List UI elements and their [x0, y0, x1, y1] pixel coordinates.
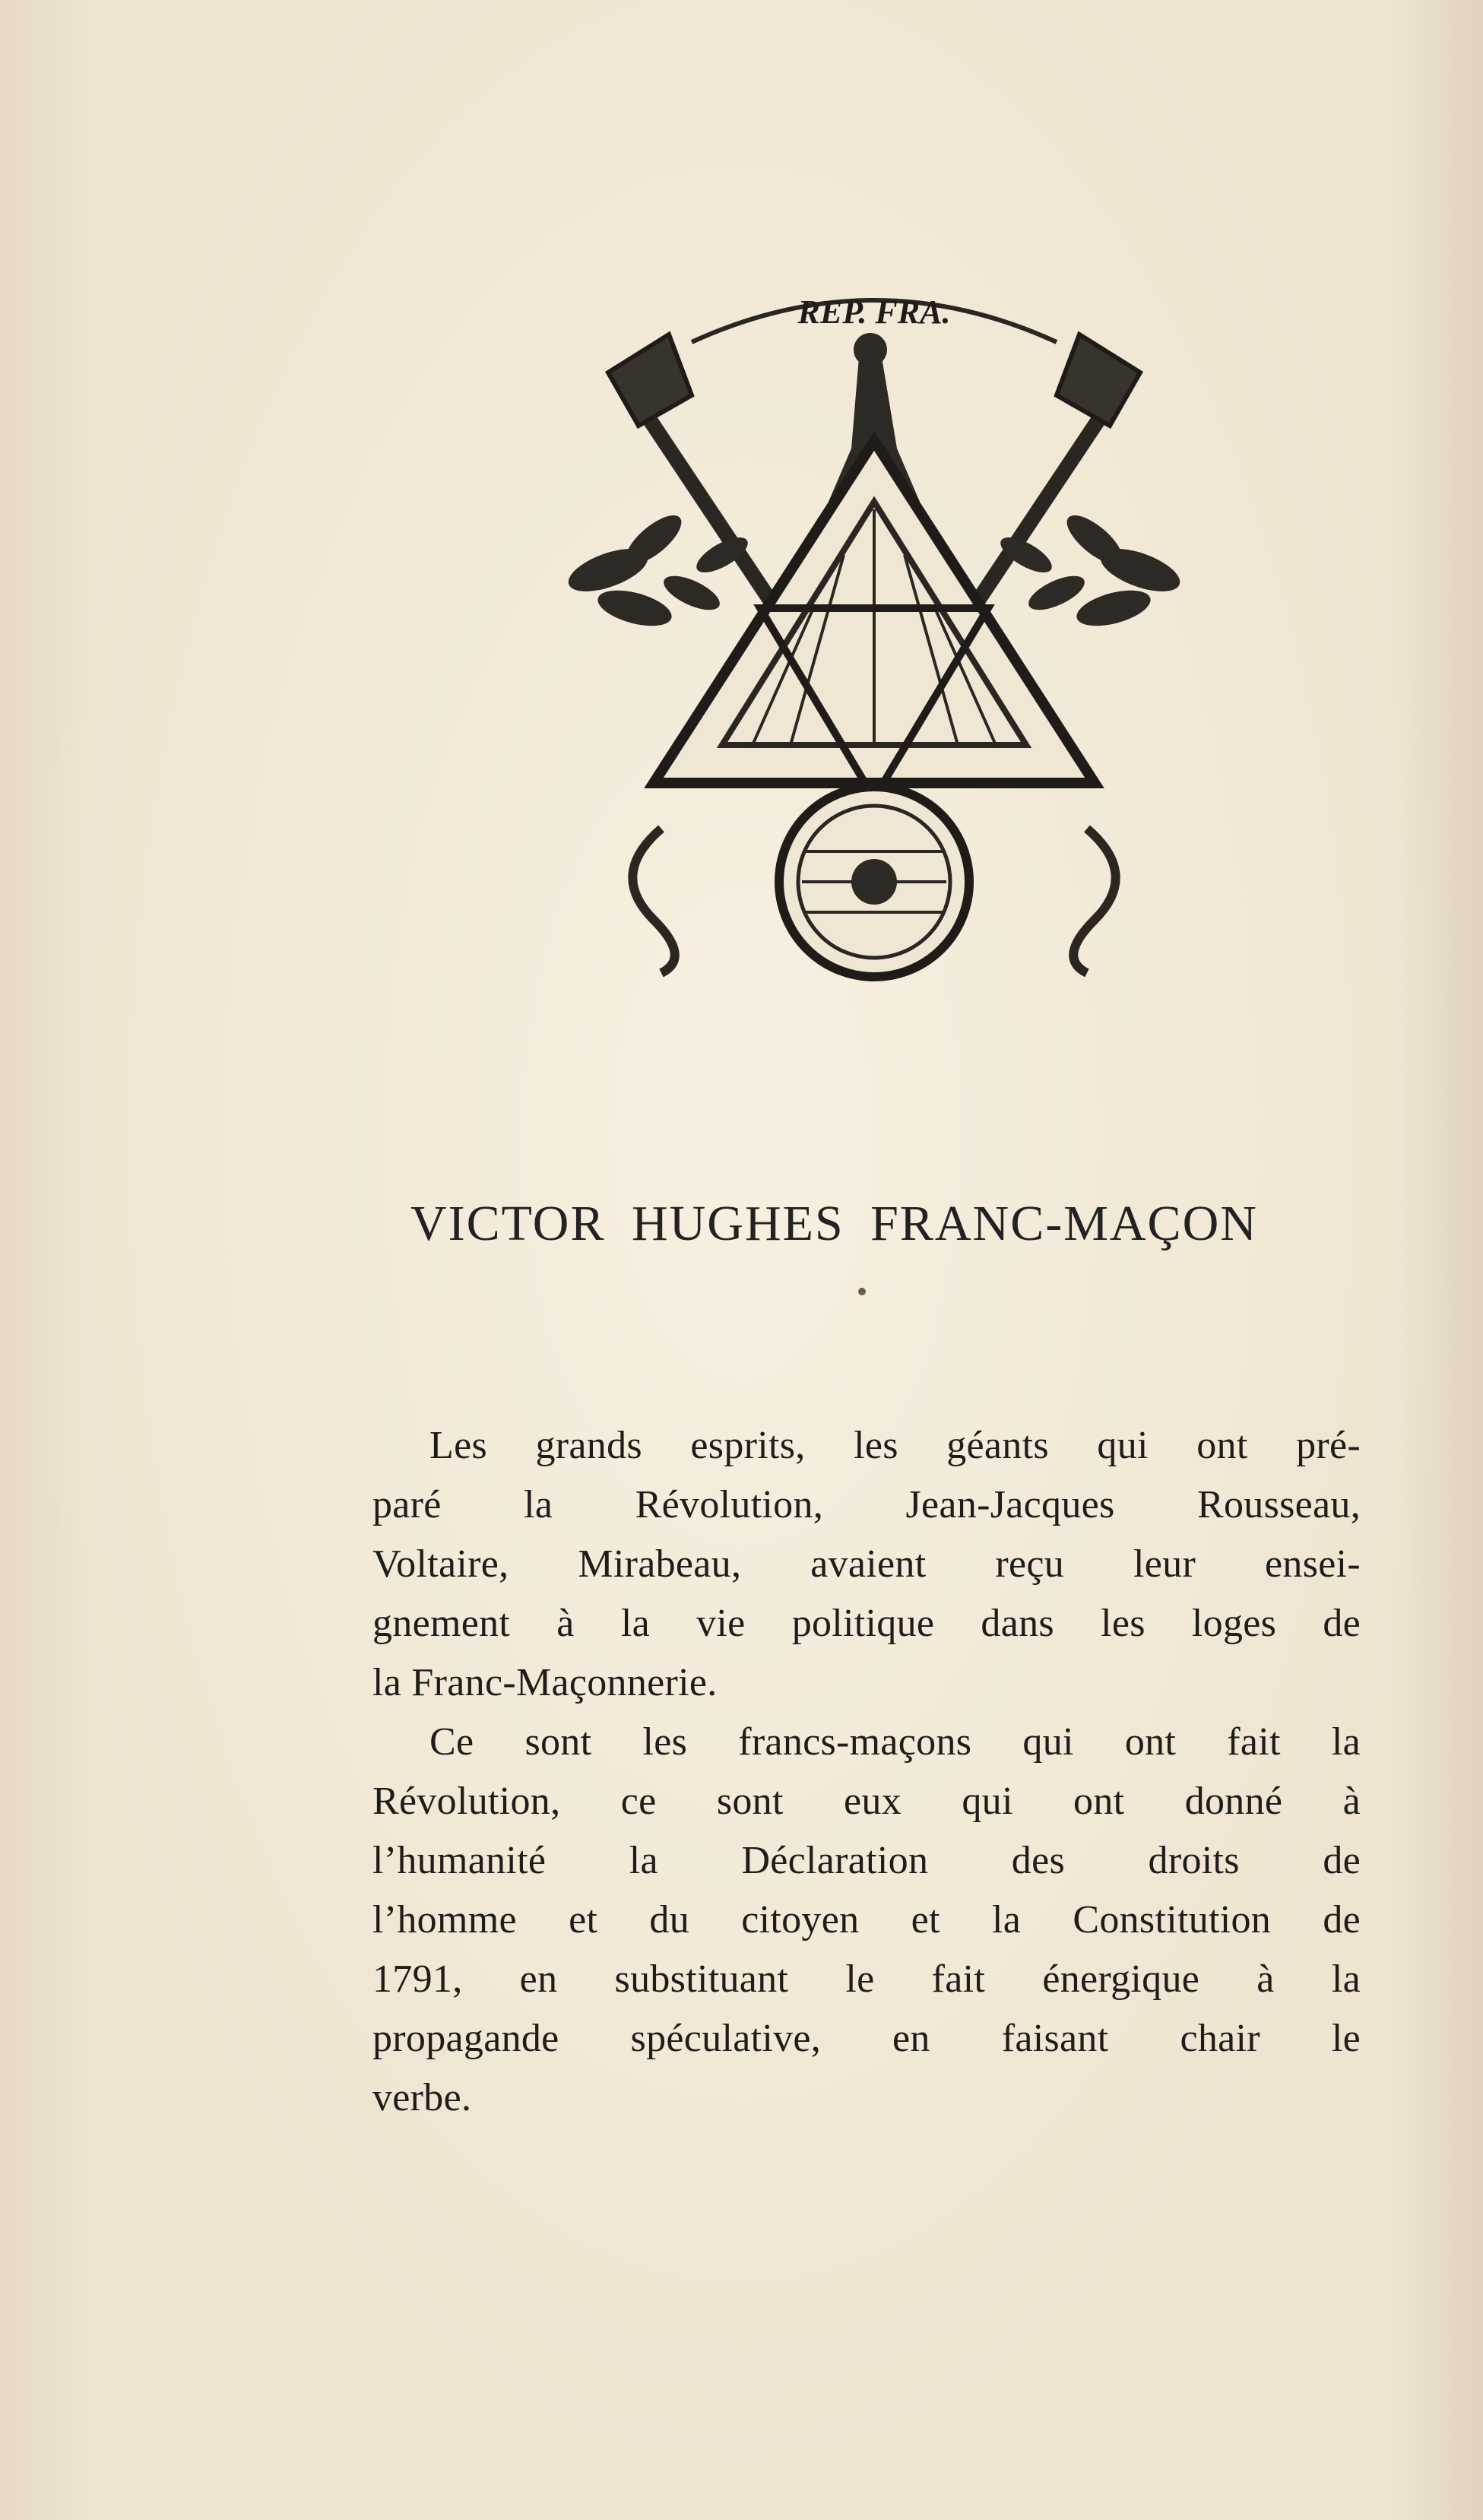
- text-line: Ce sont les francs-maçons qui ont fait la: [429, 1720, 1361, 1764]
- paragraph-2: [372, 1713, 1361, 2128]
- text-line: gnement à la vie politique dans les loges de: [372, 1602, 1361, 1645]
- masonic-emblem-icon: [562, 251, 1186, 996]
- emblem-inscription: REP. FRA.: [797, 293, 951, 331]
- text-line: 1791, en substituant le fait énergique à la: [372, 1957, 1361, 2001]
- text-line: Voltaire, Mirabeau, avaient reçu leur ensei-: [372, 1542, 1361, 1586]
- text-line: la Franc-Maçonnerie.: [372, 1661, 718, 1704]
- text-line: verbe.: [372, 2076, 472, 2119]
- paragraph-1: [372, 1416, 1361, 1713]
- text-line: l’homme et du citoyen et la Constitution de: [372, 1898, 1361, 1942]
- chapter-title: VICTOR HUGHES FRANC-MAÇON: [410, 1196, 1258, 1251]
- ornament-dot: [858, 1288, 866, 1295]
- text-line: Les grands esprits, les géants qui ont pré-: [429, 1424, 1361, 1467]
- text-line: l’humanité la Déclaration des droits de: [372, 1839, 1361, 1882]
- text-line: paré la Révolution, Jean-Jacques Rousseau,: [372, 1483, 1361, 1526]
- text-line: Révolution, ce sont eux qui ont donné à: [372, 1780, 1361, 1823]
- body-text: [372, 1416, 1361, 2128]
- text-line: propagande spéculative, en faisant chair le: [372, 2017, 1361, 2060]
